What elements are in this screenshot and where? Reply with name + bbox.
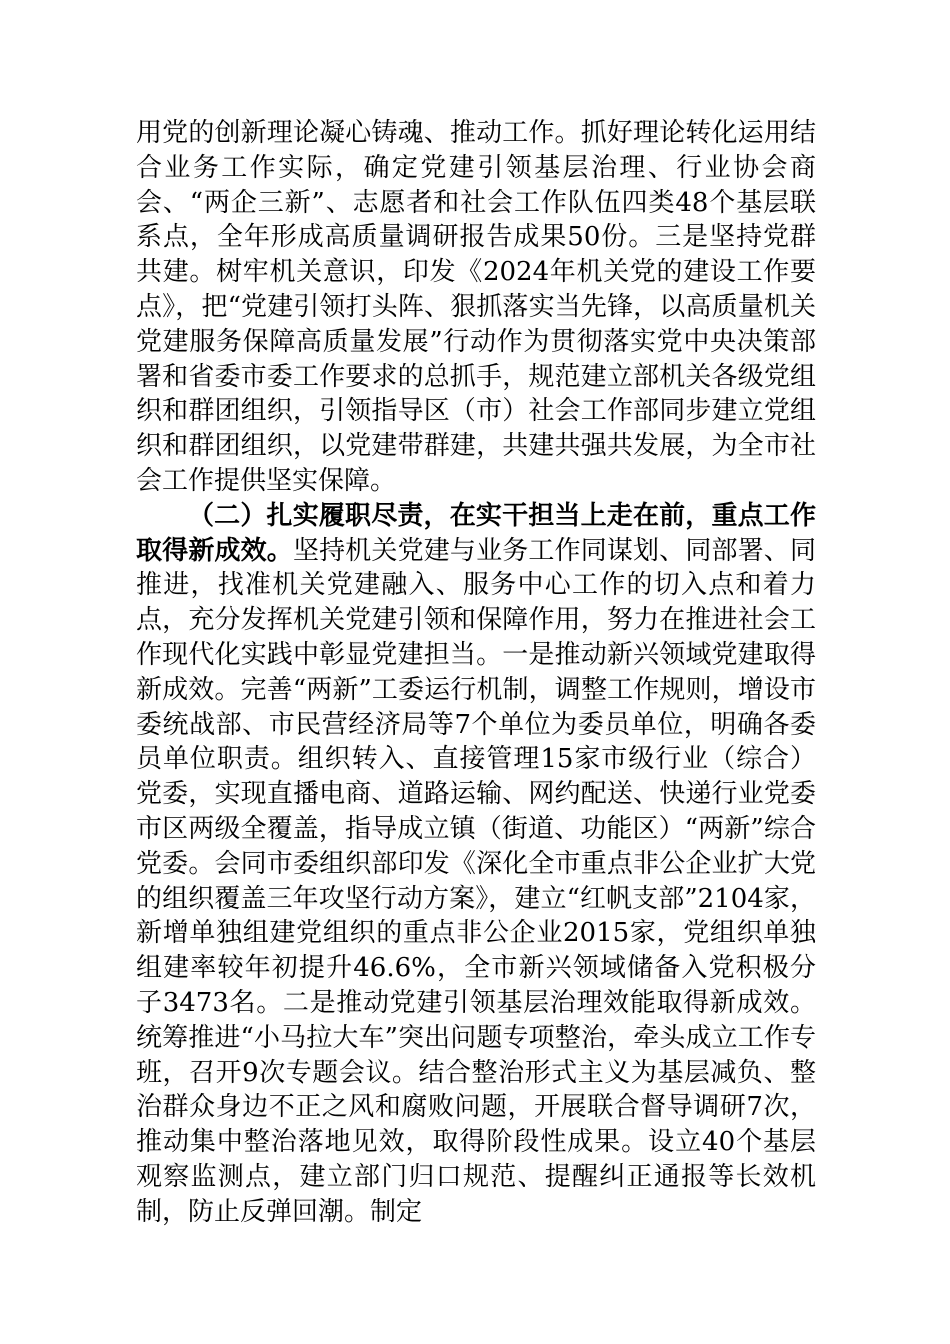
paragraph-1 — [136, 116, 816, 499]
paragraph-1-text: 用党的创新理论凝心铸魂、推动工作。抓好理论转化运用结合业务工作实际，确定党建引领基层治理、行业协会商会、“两企三新”、志愿者和社会工作队伍四类48个基层联系点，全年形成高质量调研报告成果50份。三是坚持党群共建。树牢机关意识，印发《2024年机关党的建设工作要点》，把“党建引领打头阵、狠抓落实当先锋，以高质量机关党建服务保障高质量发展”行动作为贯彻落实党中央决策部署和省委市委工作要求的总抓手，规范建立部机关各级党组织和群团组织，引领指导区（市）社会工作部同步建立党组织和群团组织，以党建带群建，共建共强共发展，为全市社会工作提供坚实保障。 — [136, 118, 816, 496]
paragraph-2-text: 坚持机关党建与业务工作同谋划、同部署、同推进，找准机关党建融入、服务中心工作的切入点和着力点，充分发挥机关党建引领和保障作用，努力在推进社会工作现代化实践中彰显党建担当。一是推动新兴领域党建取得新成效。完善“两新”工委运行机制，调整工作规则，增设市委统战部、市民营经济局等7个单位为委员单位，明确各委员单位职责。组织转入、直接管理15家市级行业（综合）党委，实现直播电商、道路运输、网约配送、快递行业党委市区两级全覆盖，指导成立镇（街道、功能区）“两新”综合党委。会同市委组织部印发《深化全市重点非公企业扩大党的组织覆盖三年攻坚行动方案》，建立“红帆支部”2104家，新增单独组建党组织的重点非公企业2015家，党组织单独组建率较年初提升46.6%，全市新兴领域储备入党积极分子3473名。二是推动党建引领基层治理效能取得新成效。统筹推进“小马拉大车”突出问题专项整治，牵头成立工作专班，召开9次专题会议。结合整治形式主义为基层减负、整治群众身边不正之风和腐败问题，开展联合督导调研7次，推动集中整治落地见效，取得阶段性成果。设立40个基层观察监测点，建立部门归口规范、提醒纠正通报等长效机制，防止反弹回潮。制定 — [136, 535, 816, 1227]
paragraph-2 — [136, 499, 816, 1230]
paragraph-2-heading: （二）扎实履职尽责，在实干担当上走在前，重点工作取得新成效。 — [136, 500, 816, 566]
document-body — [136, 116, 816, 1230]
